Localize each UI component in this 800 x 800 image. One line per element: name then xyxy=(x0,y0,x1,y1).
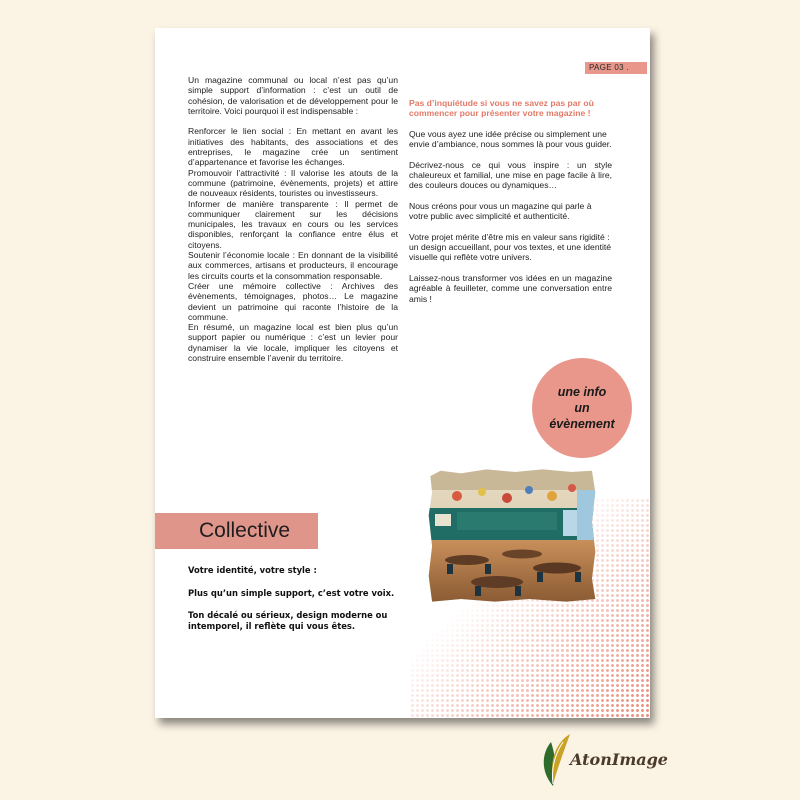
right-paragraph: Laissez-nous transformer vos idées en un magazine agréable à feuilleter, comme une conversation entre amis ! xyxy=(409,273,612,304)
identity-line: Ton décalé ou sérieux, design moderne ou intemporel, il reflète qui vous êtes. xyxy=(188,610,388,632)
left-column xyxy=(188,75,398,363)
magazine-page xyxy=(155,28,650,718)
right-column xyxy=(409,98,612,314)
right-paragraph: Nous créons pour vous un magazine qui parle à votre public avec simplicité et authenticité. xyxy=(409,200,592,222)
point-memoire: Créer une mémoire collective : Archives des évènements, témoignages, photos… Le magazine devient un patrimoine qui raconte l’histoire de la commune. xyxy=(188,280,398,322)
accent-heading: Pas d’inquiétude si vous ne savez pas par où commencer pour présenter votre magazine ! xyxy=(409,98,594,119)
summary-paragraph: En résumé, un magazine local est bien plus qu’un support papier ou numérique : c’est un levier pour dynamiser la vie locale, impliquer les citoyens et construire ensemble l’avenir du territoire. xyxy=(188,322,398,364)
section-title-banner: Collective xyxy=(155,513,318,549)
point-economie: Soutenir l’économie locale : En donnant de la visibilité aux commerces, artisans et producteurs, il encourage les circuits courts et la consommation responsable. xyxy=(188,250,398,281)
brand-logo xyxy=(537,728,668,788)
info-badge xyxy=(532,358,632,458)
logo-text: AtonImage xyxy=(570,750,668,769)
identity-text-block xyxy=(188,565,400,644)
right-paragraph: Votre projet mérite d’être mis en valeur sans rigidité : un design accueillant, pour vos textes, et une identité visuelle qui reflète votre univers. xyxy=(409,231,612,263)
page-number: PAGE 03 . xyxy=(585,62,647,74)
classroom-photo xyxy=(427,468,597,603)
badge-line: une info xyxy=(557,385,607,399)
identity-line: Plus qu’un simple support, c’est votre voix. xyxy=(188,587,395,598)
right-paragraph: Décrivez-nous ce qui vous inspire : un style chaleureux et familial, une mise en page facile à lire, des couleurs douces ou dynamiques… xyxy=(409,159,612,191)
leaf-logo-icon xyxy=(537,728,571,788)
intro-paragraph: Un magazine communal ou local n’est pas qu’un simple support d’information : c’est un outil de cohésion, de valorisation et de développement pour le territoire. Voici pourquoi il est indispensable : xyxy=(188,75,398,116)
point-lien-social: Renforcer le lien social : En mettant en avant les initiatives des habitants, des associations et des entreprises, le magazine crée un sentiment d’appartenance et favorise les échanges. xyxy=(188,126,398,168)
point-transparence: Informer de manière transparente : Il permet de communiquer clairement sur les décisions municipales, les travaux en cours ou les services disponibles, renforçant la confiance entre élus et citoyens. xyxy=(188,198,398,250)
badge-line: évènement xyxy=(549,417,615,431)
badge-line: un xyxy=(574,401,590,415)
right-paragraph: Que vous ayez une idée précise ou simplement une envie d’ambiance, nous sommes là pour vous guider. xyxy=(409,128,612,150)
identity-heading: Votre identité, votre style : xyxy=(188,565,317,575)
point-attractivite: Promouvoir l’attractivité : Il valorise les atouts de la commune (patrimoine, évènements, projets) et attire de nouveaux résidents, touristes ou investisseurs. xyxy=(188,167,398,199)
